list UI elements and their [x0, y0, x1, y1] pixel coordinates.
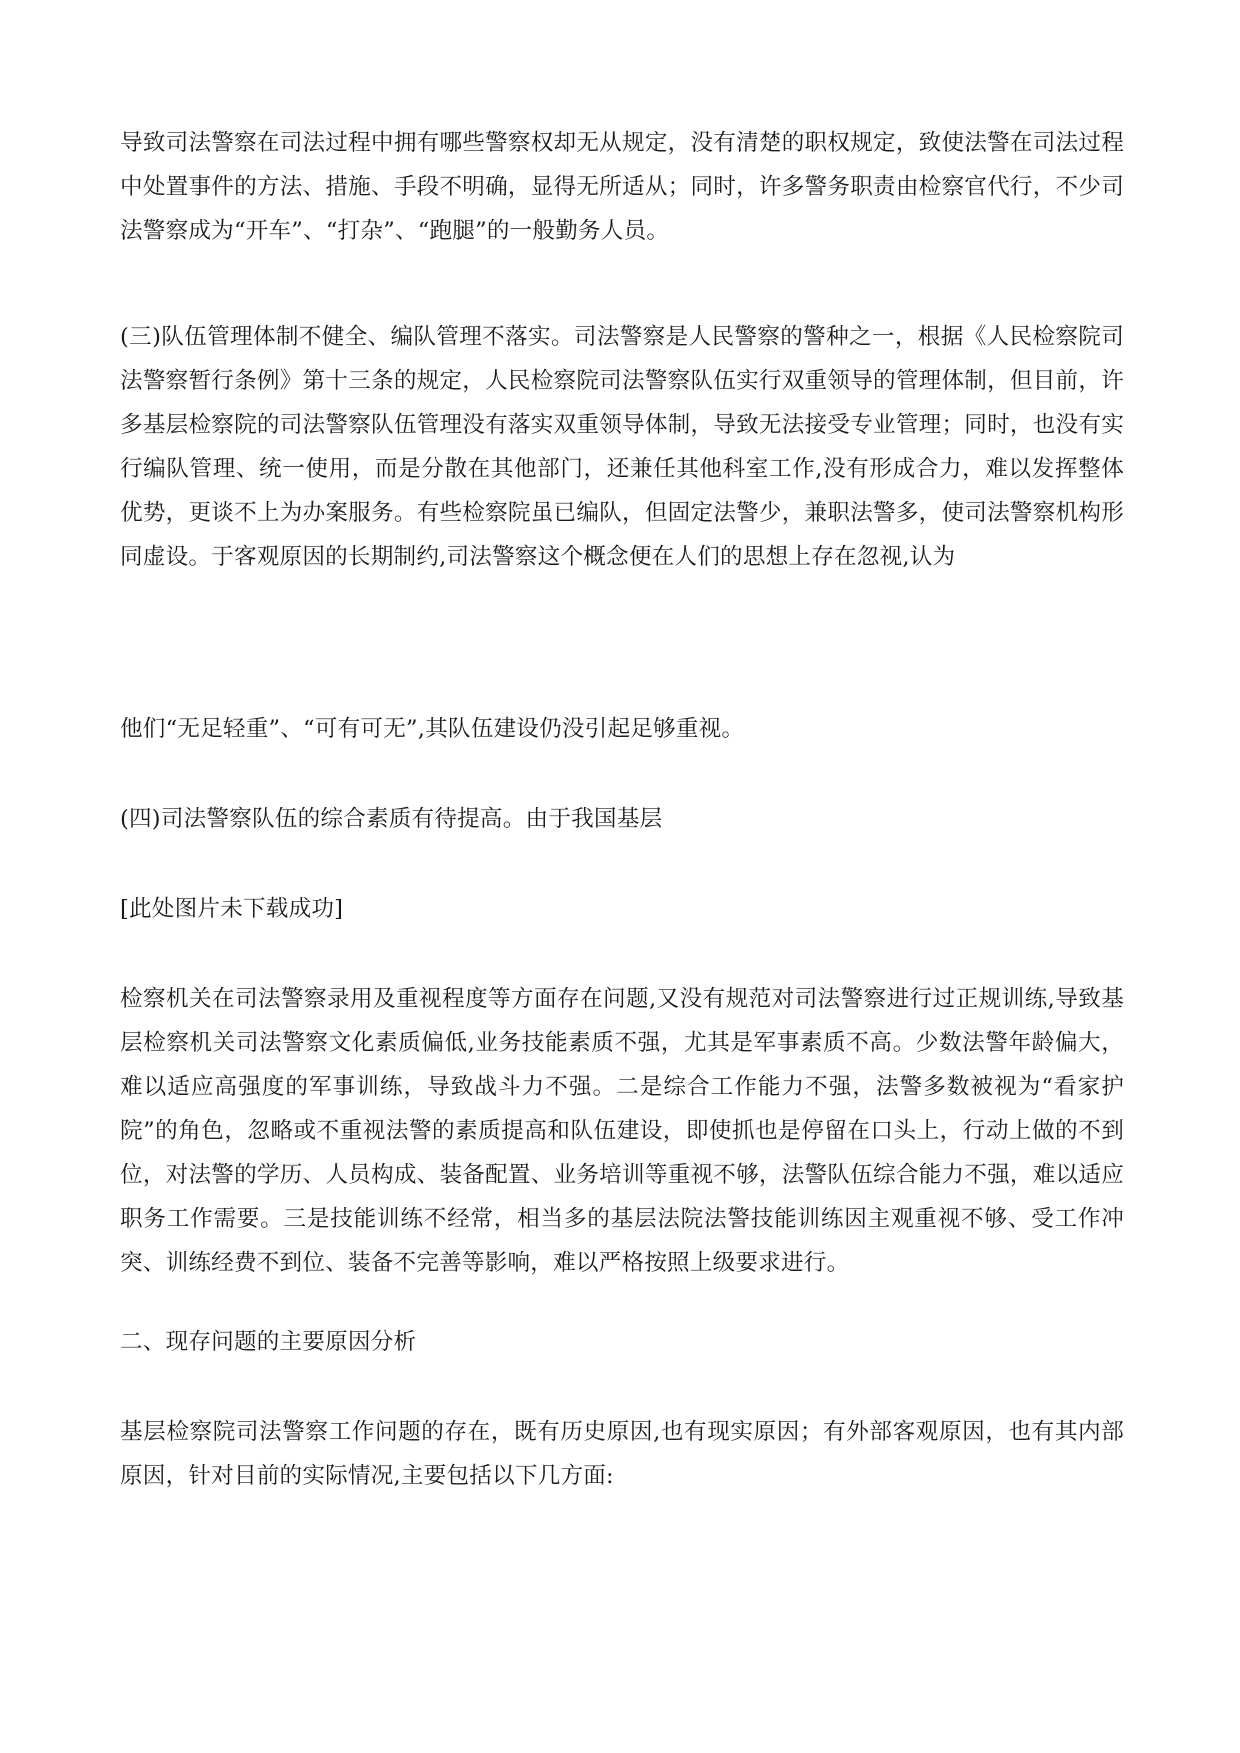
paragraph-duties: 导致司法警察在司法过程中拥有哪些警察权却无从规定，没有清楚的职权规定，致使法警在司法过程中处置事件的方法、措施、手段不明确，显得无所适从；同时，许多警务职责由检察官代行，不少司法警察成为“开车”、“打杂”、“跑腿”的一般勤务人员。	[120, 130, 1124, 244]
paragraph-quality-heading: (四)司法警察队伍的综合素质有待提高。由于我国基层	[120, 806, 663, 832]
paragraph-training-issues: 检察机关在司法警察录用及重视程度等方面存在问题,又没有规范对司法警察进行过正规训练,导致基层检察机关司法警察文化素质偏低,业务技能素质不强，尤其是军事素质不高。少数法警年龄偏大，难以适应高强度的军事训练，导致战斗力不强。二是综合工作能力不强，法警多数被视为“看家护院”的角色，忽略或不重视法警的素质提高和队伍建设，即使抓也是停留在口头上，行动上做的不到位，对法警的学历、人员构成、装备配置、业务培训等重视不够，法警队伍综合能力不强，难以适应职务工作需要。三是技能训练不经常，相当多的基层法院法警技能训练因主观重视不够、受工作冲突、训练经费不到位、装备不完善等影响，难以严格按照上级要求进行。	[120, 986, 1124, 1276]
paragraph-management-system: (三)队伍管理体制不健全、编队管理不落实。司法警察是人民警察的警种之一，根据《人民检察院司法警察暂行条例》第十三条的规定，人民检察院司法警察队伍实行双重领导的管理体制，但目前，许多基层检察院的司法警察队伍管理没有落实双重领导体制，导致无法接受专业管理；同时，也没有实行编队管理、统一使用，而是分散在其他部门，还兼任其他科室工作,没有形成合力，难以发挥整体优势，更谈不上为办案服务。有些检察院虽已编队，但固定法警少，兼职法警多，使司法警察机构形同虚设。于客观原因的长期制约,司法警察这个概念便在人们的思想上存在忽视,认为	[120, 324, 1124, 570]
image-missing-placeholder: [此处图片未下载成功]	[120, 896, 344, 922]
paragraph-causes-intro: 基层检察院司法警察工作问题的存在，既有历史原因,也有现实原因；有外部客观原因，也有其内部原因，针对目前的实际情况,主要包括以下几方面:	[120, 1419, 1124, 1489]
section-heading-causes: 二、现存问题的主要原因分析	[120, 1329, 417, 1355]
paragraph-neglect: 他们“无足轻重”、“可有可无”,其队伍建设仍没引起足够重视。	[120, 716, 745, 742]
